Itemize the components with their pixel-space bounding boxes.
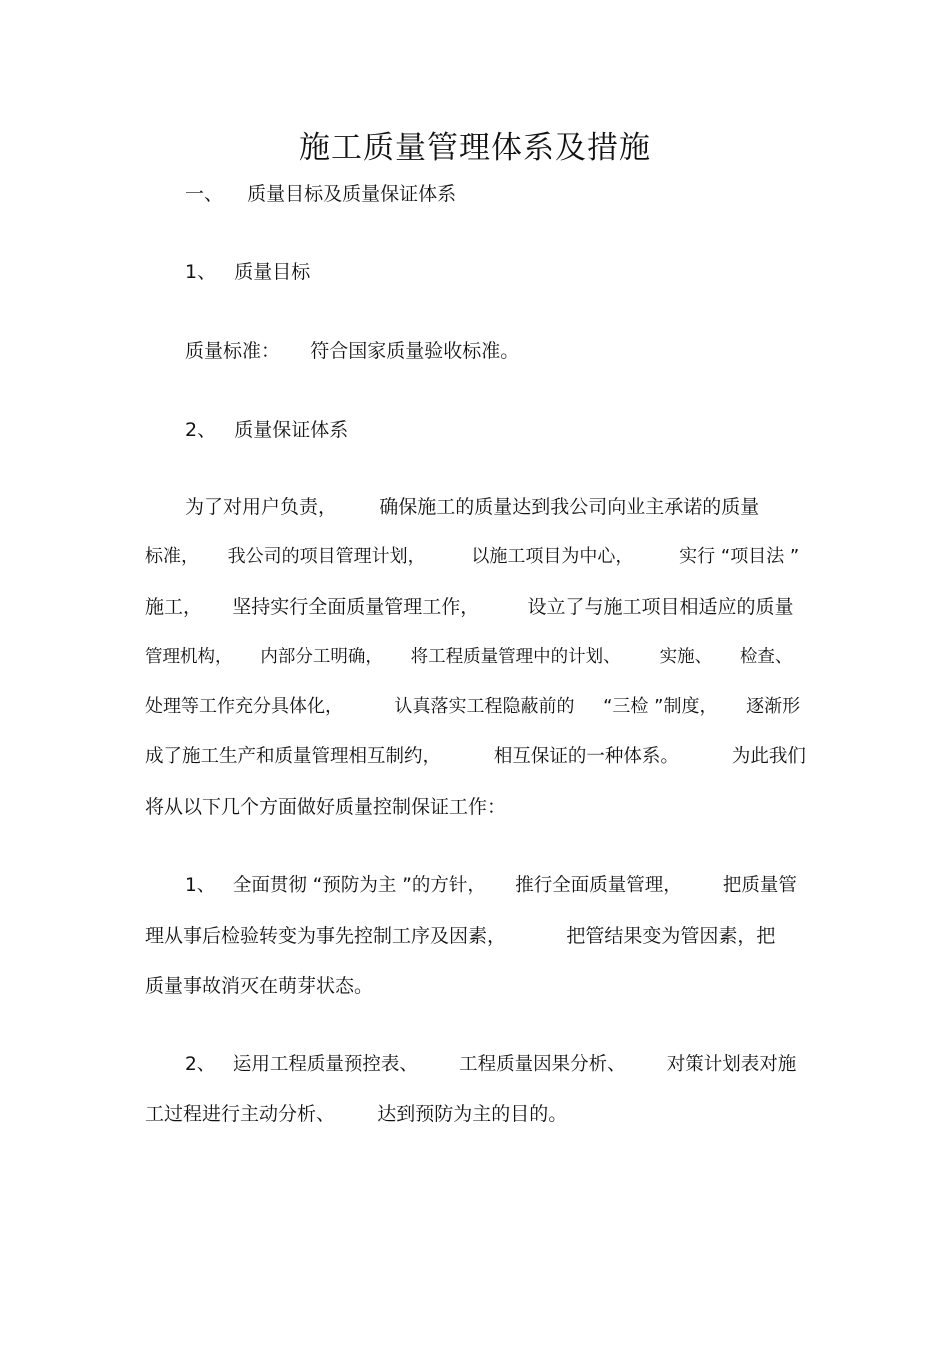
list-item-line: 质量事故消灭在萌芽状态。	[145, 975, 374, 997]
subsection-heading-quality-assurance: 2、 质量保证体系	[185, 419, 349, 441]
paragraph-line: 施工， 坚持实行全面质量管理工作， 设立了与施工项目相适应的质量	[145, 596, 794, 618]
paragraph-line: 处理等工作充分具体化， 认真落实工程隐蔽前的 “三检 ”制度， 逐渐形	[145, 696, 801, 717]
paragraph-line: 为了对用户负责， 确保施工的质量达到我公司向业主承诺的质量	[185, 496, 760, 518]
list-item-line: 理从事后检验转变为事先控制工序及因素， 把管结果变为管因素，把	[145, 925, 776, 947]
paragraph-line: 标准， 我公司的项目管理计划， 以施工项目为中心， 实行 “项目法 ”	[145, 546, 800, 567]
paragraph-line: 将从以下几个方面做好质量控制保证工作：	[145, 796, 507, 818]
section-heading: 一、 质量目标及质量保证体系	[185, 183, 457, 205]
list-item-line: 2、 运用工程质量预控表、 工程质量因果分析、 对策计划表对施	[185, 1054, 797, 1075]
subsection-heading-quality-target: 1、 质量目标	[185, 261, 311, 283]
list-item-line: 工过程进行主动分析、 达到预防为主的目的。	[145, 1103, 568, 1125]
quality-standard-text: 质量标准： 符合国家质量验收标准。	[185, 340, 520, 362]
document-title: 施工质量管理体系及措施	[299, 130, 651, 166]
list-item-line: 1、 全面贯彻 “预防为主 ”的方针， 推行全面质量管理， 把质量管	[185, 875, 797, 896]
paragraph-line: 成了施工生产和质量管理相互制约， 相互保证的一种体系。 为此我们	[145, 746, 806, 767]
paragraph-line: 管理机构， 内部分工明确， 将工程质量管理中的计划、 实施、 检查、	[145, 647, 793, 667]
